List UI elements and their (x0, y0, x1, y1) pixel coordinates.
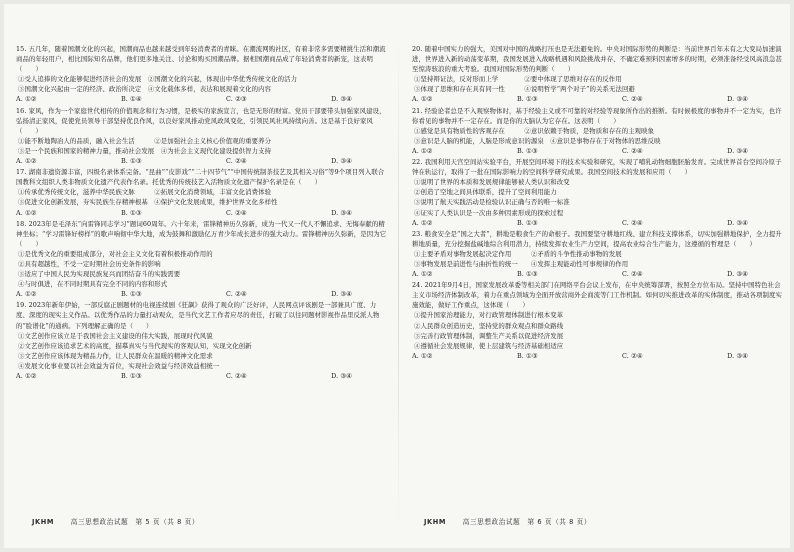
answer-option: A. ①② (16, 208, 37, 217)
answer-option: B. ①③ (516, 95, 538, 104)
question-statement: ①说明了世界的本质和发展规律能够被人类认识和改变 (414, 178, 570, 187)
answer-option: A. ①② (16, 157, 37, 166)
question-statement: ③国潮文化兴起由一定的经济、政治所决定 ④文化载体多样，表达和展现着文化的内容 (18, 85, 272, 94)
question-statement: ①传承优秀传统文化，滋养中华民族文脉 ②拓展文化消费领域，丰富文化消费体验 (18, 188, 272, 197)
answer-option: B. ①③ (516, 270, 538, 279)
question-block (412, 106, 784, 156)
question-statement: ③文艺创作应该体现为精品力作，让人民群众在温暖的精神文化需求 (18, 351, 213, 360)
answer-option: D. ③④ (727, 146, 748, 155)
answer-option: C. ②④ (622, 351, 643, 360)
answer-option: B. ①④ (120, 95, 142, 104)
answer-option: B. ①③ (120, 208, 142, 217)
question-block (16, 44, 388, 105)
footer-page-label: 高三思想政治试题 第 6 页（共 8 页） (462, 518, 592, 526)
answer-option: D. ③④ (727, 270, 748, 279)
answer-option: B. ①③ (516, 146, 538, 155)
answer-option: D. ③④ (727, 218, 748, 227)
question-statement: ③体现了思维和存在具有同一性 ④说明哲学“两个对子”的关系无法回避 (414, 85, 635, 94)
answer-option: A. ①② (412, 351, 433, 360)
question-statement: ④证实了人类认识是一次由多种因素形成的探索过程 (414, 208, 564, 217)
question-block (412, 280, 784, 361)
question-statement: ④遵循社会发展规律，使上层建筑与经济基础相适应 (414, 341, 564, 350)
question-block (412, 229, 784, 279)
answer-option: B. ①③ (120, 372, 142, 380)
answer-option: C. ②④ (622, 146, 643, 155)
question-statement: ③适应了中国人民为实现民族复兴而团结奋斗的实践需要 (18, 270, 181, 279)
answer-option: B. ①③ (516, 218, 538, 227)
question-block (16, 167, 388, 217)
question-block (412, 157, 784, 228)
answer-option: B. ①③ (516, 351, 538, 360)
answer-options (412, 94, 784, 104)
question-statement: ②人民群众创造历史，坚持党的群众观点和群众路线 (414, 321, 564, 330)
page-fold (398, 34, 399, 534)
question-stem: 21. 经验论者总是不入观察物体时，基于经验主义或不可靠的对经验等现象所作出的推断。有时候极度的事物并不一定为实，也许你看见的事物并不一定存在。而是你的大脑认为它存在。这表明（ ） (412, 106, 782, 125)
question-statement: ③事物发展是前进性与曲折性的统一 ④发挥主观能动性可事规律的作用 (414, 259, 629, 268)
footer-code: JKHM (424, 518, 447, 526)
question-stem: 19. 2023年新年伊始，一部反腐正剧题材的电视连续剧《狂飙》获得了观众的广泛好评，人民网点评该剧是一部兼具广度、力度、深度的现实主义作品。以优秀作品的力量打动观众，是当代文艺工作者应尽的责任，打破了以往同题材影视作品里反派人物的“脸谱化”的通病。下列理解正确的是（ ） (16, 301, 380, 330)
right-footer (424, 516, 591, 526)
answer-option: A. ①② (16, 95, 37, 104)
question-stem: 23. 粮食安全是“国之大者”，耕地是粮食生产的命根子。我国要坚守耕地红线、建立科技支撑体系，切实加强耕地保护，全力提升耕地质量，充分挖掘盐碱地综合利用潜力，持续发挥农业生产力空间，提高农业综合生产能力，这遵循的哲理是（ ） (412, 229, 782, 248)
right-page (412, 44, 784, 514)
answer-option: D. ③④ (331, 95, 352, 104)
answer-option: C. ②④ (226, 157, 247, 166)
question-stem: 16. 家风，作为一个家庭世代相传的价值观念和行为习惯，是极实的家族宣言，也是无形的财富。党员干部要带头加强家风建设，弘扬清正家风，促使党员领导干部坚持优良作风，以良好家风推动党风政风变化，引领民风社风持续向善。这是基于良好家风（ ） (16, 106, 386, 135)
question-statement: ④发展文化事业要以社会效益为首位，实现社会效益与经济效益相统一 (18, 361, 220, 370)
answer-options (16, 208, 388, 218)
question-statement: ①是优秀文化的重要组成部分，对社会主义文化有着积极推动作用的 (18, 249, 213, 258)
question-statement: ③是一个民族和国家的精神力量，推动社会发展 ④为社会主义现代化建设提供智力支持 (18, 146, 272, 155)
question-statement: ①文艺创作应该立足于我国社会主义建设的伟大实践，展现时代风貌 (18, 331, 213, 340)
question-statement: ③促进文化创新发展，夯实民族生存精神根基 ④保护文化发展成果，维护世界文化多样性 (18, 198, 278, 207)
question-block (16, 106, 388, 167)
answer-options (412, 269, 784, 279)
answer-option: C. ②④ (622, 218, 643, 227)
left-page (16, 44, 388, 514)
answer-options (412, 351, 784, 361)
question-block (412, 44, 784, 105)
answer-option: B. ①③ (120, 157, 142, 166)
question-stem: 18. 2023年是毛泽东“向雷锋同志学习”题词60周年。六十年来，雷锋精神历久弥新，成为一代又一代人不懈追求、无悔奉献的精神坐标；“学习雷锋好榜样”的歌声响彻中华大地，成为鼓舞和激励亿万青少年成长进步的强大动力。雷锋精神历久弥新，是因为它（ ） (16, 219, 387, 248)
answer-option: C. ②④ (622, 270, 643, 279)
question-statement: ③说明了航天实践活动是检验认识正确与否的唯一标准 (414, 198, 570, 207)
answer-option: A. ①② (412, 95, 433, 104)
question-statement: ①感觉是具有物质性的客观存在 ②意识依赖于物质，是物质和存在的主观映象 (414, 126, 655, 135)
question-statement: ②文艺创作应该追求艺术的高度，描摹真实与当代现实的客观认知，实现文化创新 (18, 341, 252, 350)
question-statement: ④与时俱进，在不同时期具有完全不同的内容和形式 (18, 280, 168, 289)
footer-page-label: 高三思想政治试题 第 5 页（共 8 页） (70, 518, 200, 526)
answer-option: D. ③④ (727, 95, 748, 104)
answer-option: D. ③④ (331, 372, 352, 380)
footer-code: JKHM (32, 518, 55, 526)
question-stem: 20. 随着中国实力的强大，美国对中国的战略打压也是无法避免的。中央对国际形势的判断是：当前世界百年未有之大变局加速演进，世界进入新的动荡变革期，我国发展进入战略机遇和风险挑战并存、不确定难预料因素增多的时期，必须准备经受风高浪急甚至惊涛骇浪的重大考验。我国对国际形势的判断（ ） (412, 45, 782, 74)
answer-option: C. ②④ (226, 208, 247, 217)
answer-options (412, 218, 784, 228)
answer-option: D. ③④ (331, 208, 352, 217)
answer-option: C. ②④ (622, 95, 643, 104)
exam-sheet (4, 4, 790, 548)
left-footer (32, 516, 199, 526)
question-statement: ①坚持辩证法，反对形而上学 ②要中体现了思维对存在的反作用 (414, 75, 622, 84)
question-statement: ①提升国家治理能力，对行政管理体制进行根本变革 (414, 311, 564, 320)
question-stem: 15. 五几年，随着国潮文化的兴起，国潮商品也越来越受到年轻消费者的青睐。在潮流网购社区，有着非常多需要精挑生活和潮流商品的年轻用户，相比国际知名品牌，他们更多地关注、讨论和购买国潮品牌。据相国潮商品成了年轻消费者的新宠，这表明（ ） (16, 45, 386, 74)
answer-option: C. ②④ (226, 290, 247, 299)
answer-option: D. ③④ (331, 290, 352, 299)
answer-options (16, 156, 388, 166)
answer-option: A. ①② (412, 218, 433, 227)
question-block (16, 300, 388, 381)
question-block (16, 219, 388, 300)
question-statement: ②创造了空地之间具体联系，提升了空间利用能力 (414, 188, 557, 197)
answer-option: A. ①② (16, 290, 37, 299)
question-statement: ②具有超越性，不受一定时期社会历史条件的影响 (18, 259, 161, 268)
answer-options (16, 371, 388, 381)
question-statement: ③完善行政管理体制，调整生产关系以促进经济发展 (414, 331, 564, 340)
answer-options (16, 94, 388, 104)
answer-options (412, 146, 784, 156)
answer-option: D. ③④ (727, 351, 748, 360)
answer-options (16, 289, 388, 299)
question-statement: ①能不断地陶冶人的品质，融入社会生活 ②是加强社会主义核心价值观的重要养分 (18, 136, 272, 145)
question-stem: 22. 我国利用天宫空间站实验平台，开展空间环境下的技术实验和研究，实现了哺乳动物细胞胚胎发育。完成世界首台空间冷原子钟在轨运行，取得了一批在国际影响力的空间科学研究成果。我国空间技术的发展和应用（ ） (412, 158, 782, 177)
question-statement: ①主要矛盾对事物发展起决定作用 ②矛盾的斗争性推动事物的发展 (414, 249, 622, 258)
answer-option: D. ③④ (331, 157, 352, 166)
answer-option: A. ①② (16, 372, 37, 380)
question-stem: 17. 湖南非遗资源丰富，四级名录体系完备。“昆曲”“皮影戏”“二十四节气”“中国传统制茶技艺及其相关习俗”等9个项目列入联合国教科文组织人类非物质文化遗产代表作名录。托优秀的传统技艺入活物质文化遗产保护名录是在（ ） (16, 168, 385, 187)
question-statement: ③意识是人脑的机能，人脑是形成意识的源泉 ④意识是事物存在于对物体的思维反映 (414, 136, 661, 145)
answer-option: C. ②③ (226, 95, 247, 104)
answer-option: C. ②④ (226, 372, 247, 380)
question-stem: 24. 2021年9月4日，国家发展改革委等相关部门在网络平台会议上发布，在中央统筹部署，按照全方位布局。坚持中国特色社会主义市场经济体制改革，着力在重点领域为全面开放营商外企商流等门工作机制。如何切实推进改革的实体制度，推动各项制度实施效能，做好工作重点，这体现（ ） (412, 281, 782, 310)
answer-option: B. ①③ (120, 290, 142, 299)
answer-option: A. ①② (412, 146, 433, 155)
question-statement: ①受人追捧的文化能够促进经济社会的发展 ②国潮文化的兴起，体现出中华优秀传统文化的活力 (18, 75, 298, 84)
answer-option: A. ①② (412, 270, 433, 279)
